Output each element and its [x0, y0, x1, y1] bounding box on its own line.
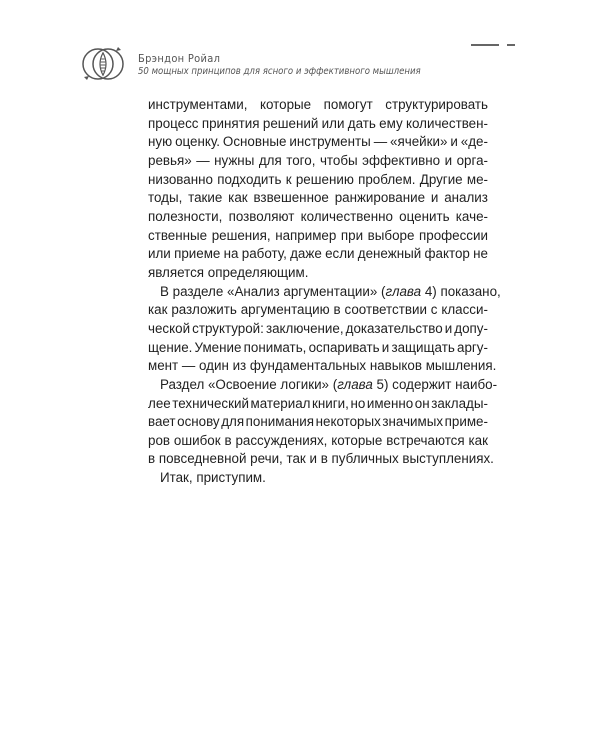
text-line: низованно подходить к решению проблем. Другие ме-: [148, 171, 488, 187]
italic-word: глава: [385, 283, 422, 299]
running-header: [70, 30, 540, 90]
text-line: вает основу для понимания некоторых значимых приме-: [148, 414, 488, 430]
text-line: ную оценку. Основные инструменты — «ячейки» и «де-: [148, 134, 488, 150]
text-line: процесс принятия решений или дать ему количествен-: [148, 115, 488, 131]
text-line: тоды, такие как взвешенное ранжирование и анализ: [148, 190, 488, 206]
text-line: или приеме на работу, даже если денежный фактор не: [148, 246, 488, 262]
text-line: ревья» — нужны для того, чтобы эффективно и орга-: [148, 152, 488, 168]
text-line: инструментами, которые помогут структурировать: [148, 97, 488, 112]
text-line: [148, 283, 501, 302]
paragraph: [148, 376, 498, 469]
header-author: Брэндон Ройал: [138, 52, 221, 65]
text-line: как разложить аргументацию в соответствии с класси-: [148, 302, 488, 318]
italic-word: глава: [337, 376, 373, 392]
text-line: ров ошибок в рассуждениях, которые встречаются как: [148, 432, 488, 448]
paragraph: [148, 469, 488, 488]
text-run: В разделе «Анализ аргументации» (глава 4) показано,: [160, 283, 501, 299]
text-line: лее технический материал книги, но именно он заклады-: [148, 395, 488, 411]
text-run: Раздел «Освоение логики» (глава 5) содержит наибо-: [160, 376, 498, 392]
text-line: щение. Умение понимать, оспаривать и защищать аргу-: [148, 339, 488, 355]
text-line: ственные решения, например при выборе профессии: [148, 227, 488, 243]
book-logo-icon: [78, 40, 128, 88]
text-line: в повседневной речи, так и в публичных выступлениях.: [148, 451, 494, 467]
text-line: Итак, приступим.: [160, 470, 266, 486]
text-line: является определяющим.: [148, 264, 309, 280]
header-book-subtitle: 50 мощных принципов для ясного и эффективного мышления: [138, 66, 421, 77]
header-rule-dash: [507, 44, 515, 46]
text-line: полезности, позволяют количественно оценить каче-: [148, 208, 488, 224]
paragraph: [148, 283, 501, 376]
text-line: мент — один из фундаментальных навыков мышления.: [148, 358, 497, 374]
page-body: [148, 96, 501, 488]
text-line: [148, 376, 498, 395]
header-rule: [471, 44, 499, 46]
paragraph: [148, 96, 488, 283]
text-line: ческой структурой: заключение, доказательство и допу-: [148, 320, 488, 336]
